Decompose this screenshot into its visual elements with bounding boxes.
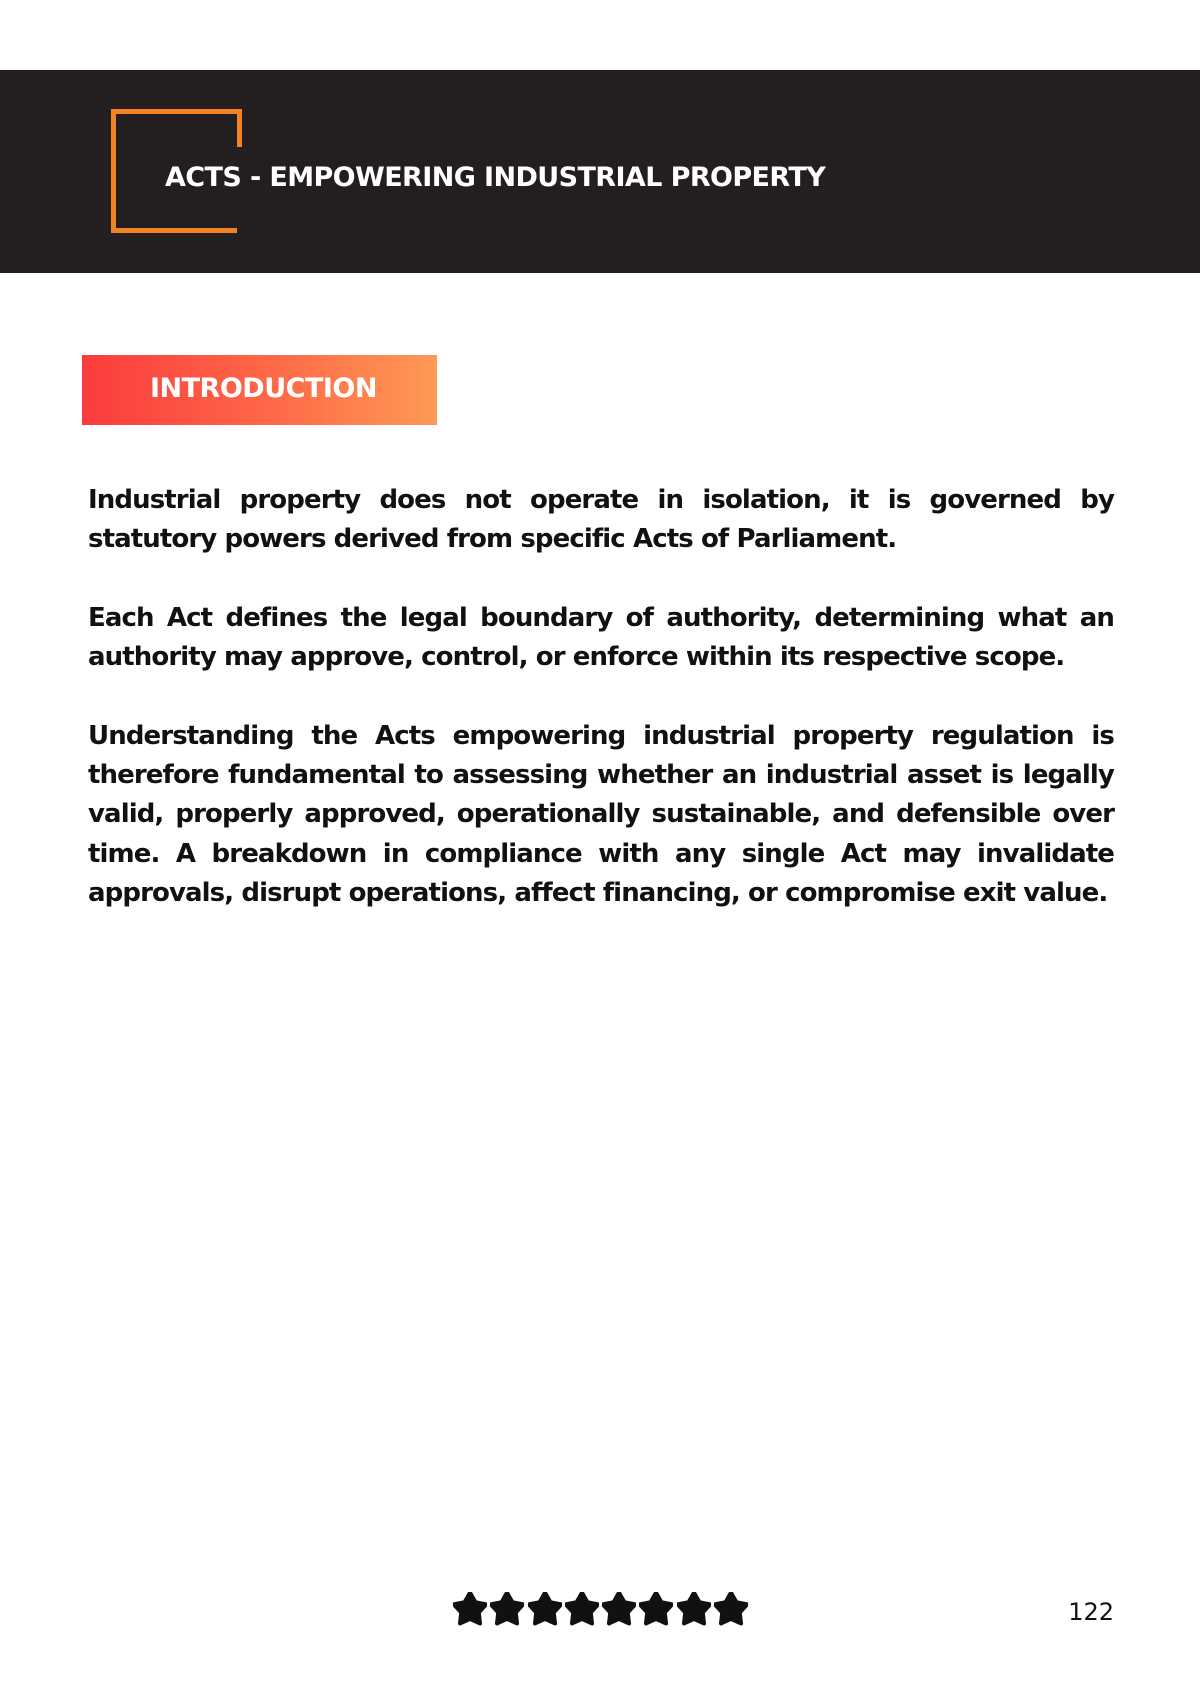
page-title: ACTS - EMPOWERING INDUSTRIAL PROPERTY <box>165 162 826 193</box>
header-band <box>0 70 1200 273</box>
star-rating <box>453 1592 748 1629</box>
star-icon <box>565 1592 599 1626</box>
body-paragraph: Each Act defines the legal boundary of authority, determining what an authority may approve, control, or enforce within its respective scope. <box>88 602 1114 673</box>
section-heading: INTRODUCTION <box>150 373 377 404</box>
star-icon <box>528 1592 562 1626</box>
body-text <box>88 481 1114 953</box>
star-icon <box>602 1592 636 1626</box>
star-icon <box>714 1592 748 1626</box>
page-number: 122 <box>1068 1598 1114 1626</box>
section-badge <box>82 355 437 425</box>
star-icon <box>639 1592 673 1626</box>
star-icon <box>677 1592 711 1626</box>
star-icon <box>490 1592 524 1626</box>
star-icon <box>453 1592 487 1626</box>
body-paragraph: Understanding the Acts empowering industrial property regulation is therefore fundamental to assessing whether an industrial asset is legally valid, properly approved, operationally sustainable, and defensible over time. A breakdown in compliance with any single Act may invalidate approvals, disrupt operations, affect financing, or compromise exit value. <box>88 720 1114 909</box>
body-paragraph: Industrial property does not operate in isolation, it is governed by statutory powers derived from specific Acts of Parliament. <box>88 485 1114 555</box>
